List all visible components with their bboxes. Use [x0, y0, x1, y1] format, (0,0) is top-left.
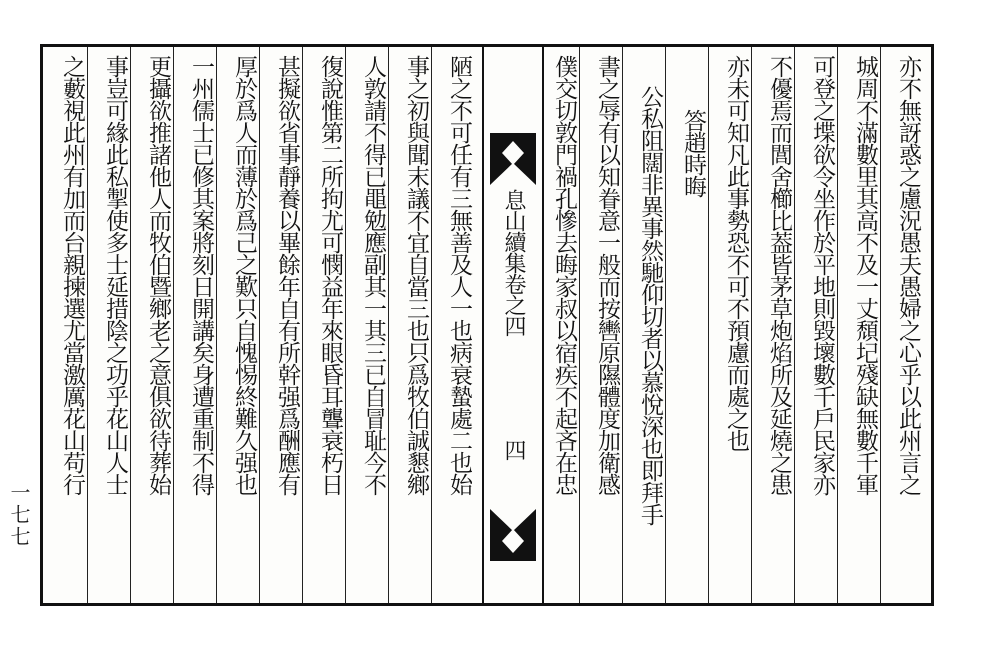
column-rule	[880, 47, 881, 603]
column-rule	[751, 47, 752, 603]
column-rule	[794, 47, 795, 603]
text-column-8: 書之辱有以知眷意一般而按轡原隰體度加衛感	[594, 55, 620, 495]
column-rule	[345, 47, 346, 603]
column-rule	[130, 47, 131, 603]
fish-tail-ornament-bottom	[490, 509, 536, 561]
page-number: 一七七	[7, 482, 31, 548]
column-rule	[173, 47, 174, 603]
column-rule	[388, 47, 389, 603]
letter-heading: 答趙時晦	[680, 109, 706, 197]
column-rule	[837, 47, 838, 603]
page-frame	[40, 44, 934, 606]
text-column-16: 厚於爲人而薄於爲己之歎只自愧惕終難久强也	[231, 55, 257, 495]
text-column-17: 一州儒士已修其案將刻日開講矣身遭重制不得	[188, 55, 214, 495]
fish-tail-ornament-top	[490, 133, 536, 185]
column-rule	[259, 47, 260, 603]
text-column-9: 僕交切敦門禍孔慘去晦家叔以宿疾不起吝在忠	[551, 55, 577, 495]
text-column-11: 陋之不可任有三無善及人一也病衰蟄處二也始	[446, 55, 472, 495]
column-rule	[708, 47, 709, 603]
column-rule	[579, 47, 580, 603]
column-rule	[622, 47, 623, 603]
column-rule	[302, 47, 303, 603]
text-column-18: 更攝欲推諸他人而牧伯暨鄉老之意俱欲待葬始	[145, 55, 171, 495]
text-column-5: 亦未可知凡此事勢恐不可不預慮而處之也	[723, 55, 749, 451]
text-column-12: 事之初與聞末議不宜自當三也只爲牧伯誠懇鄉	[403, 55, 429, 495]
text-column-7: 公私阻闊非異事然馳仰切者以慕悅深也即拜手	[637, 85, 663, 525]
text-column-14: 復說惟第二所拘尤可憫益年來眼昏耳聾衰朽日	[317, 55, 343, 495]
center-fold-band	[482, 47, 544, 603]
text-column-13: 人敦請不得已黽勉應副其一其三已自冒耻今不	[360, 55, 386, 495]
text-column-1: 亦不無訝惑之慮況愚夫愚婦之心乎以此州言之	[895, 55, 921, 495]
folio-number: 四	[501, 439, 526, 461]
volume-title: 息山續集卷之四	[501, 189, 526, 336]
column-rule	[216, 47, 217, 603]
column-rule	[431, 47, 432, 603]
text-column-20: 之藪視此州有加而台親揀選尤當激厲花山苟行	[59, 55, 85, 495]
column-rule	[87, 47, 88, 603]
text-column-19: 事豈可緣此私掣使多士延措陰之功乎花山人士	[102, 55, 128, 495]
text-column-4: 不優焉而閭舍櫛比葢皆茅草炮焰所及延燒之患	[766, 55, 792, 495]
text-column-3: 可登之堞欲令坐作於平地則毀壞數千戶民家亦	[809, 55, 835, 495]
text-column-15: 甚擬欲省事靜養以畢餘年自有所幹强爲酬應有	[274, 55, 300, 495]
column-rule	[665, 47, 666, 603]
text-column-2: 城周不滿數里其高不及一丈頹圮殘缺無數千軍	[852, 55, 878, 495]
